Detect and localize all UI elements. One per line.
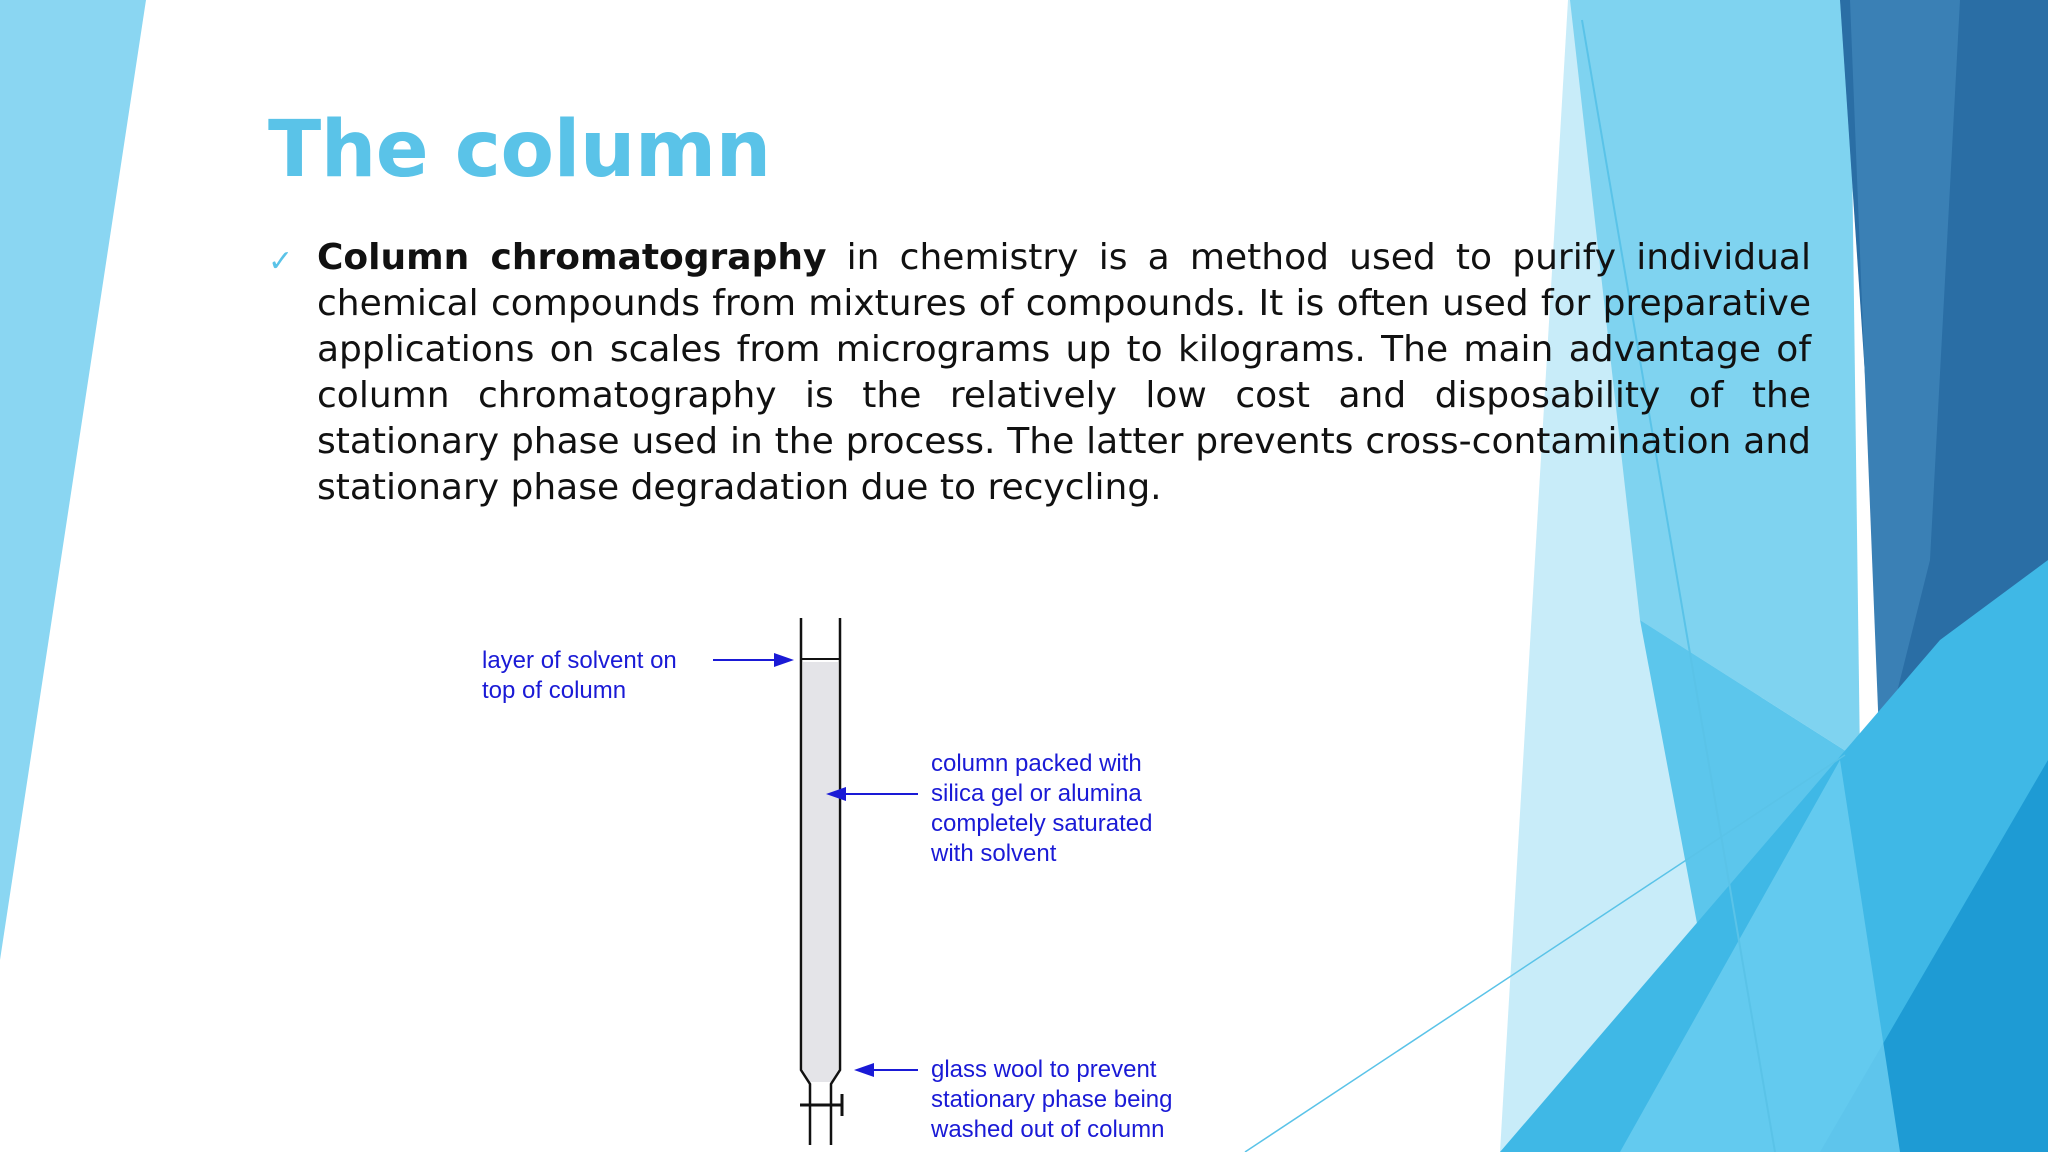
label-packed-line-3: completely saturated: [931, 810, 1153, 837]
label-packed-line-2: silica gel or alumina: [931, 780, 1142, 807]
label-solvent-line-1: layer of solvent on: [482, 647, 677, 674]
checkmark-icon: ✓: [268, 244, 294, 279]
arrow-solvent-head: [774, 653, 794, 667]
slide-title: The column: [268, 105, 771, 195]
bullet-paragraph: [317, 235, 1811, 511]
column-packing: [803, 662, 838, 1082]
label-packed-line-4: with solvent: [931, 840, 1057, 867]
label-wool-line-3: washed out of column: [931, 1116, 1165, 1143]
label-packed-line-1: column packed with: [931, 750, 1142, 777]
column-diagram: [460, 600, 1260, 1152]
label-solvent-line-2: top of column: [482, 677, 627, 704]
label-wool-line-2: stationary phase being: [931, 1086, 1173, 1113]
bullet-term: Column chromatography: [317, 237, 827, 278]
arrow-wool-head: [854, 1063, 874, 1077]
bullet-body: in chemistry is a method used to purify individual chemical compounds from mixtures of compounds. It is often used for preparative applications on scales from micrograms up to kilograms. The main advantage of column chromatography is the relatively low cost and disposability of the stationary phase used in the process. The latter prevents cross-contamination and stationary phase degradation due to recycling.: [317, 237, 1811, 508]
left-accent-shape: [0, 0, 146, 960]
label-wool-line-1: glass wool to prevent: [931, 1056, 1157, 1083]
